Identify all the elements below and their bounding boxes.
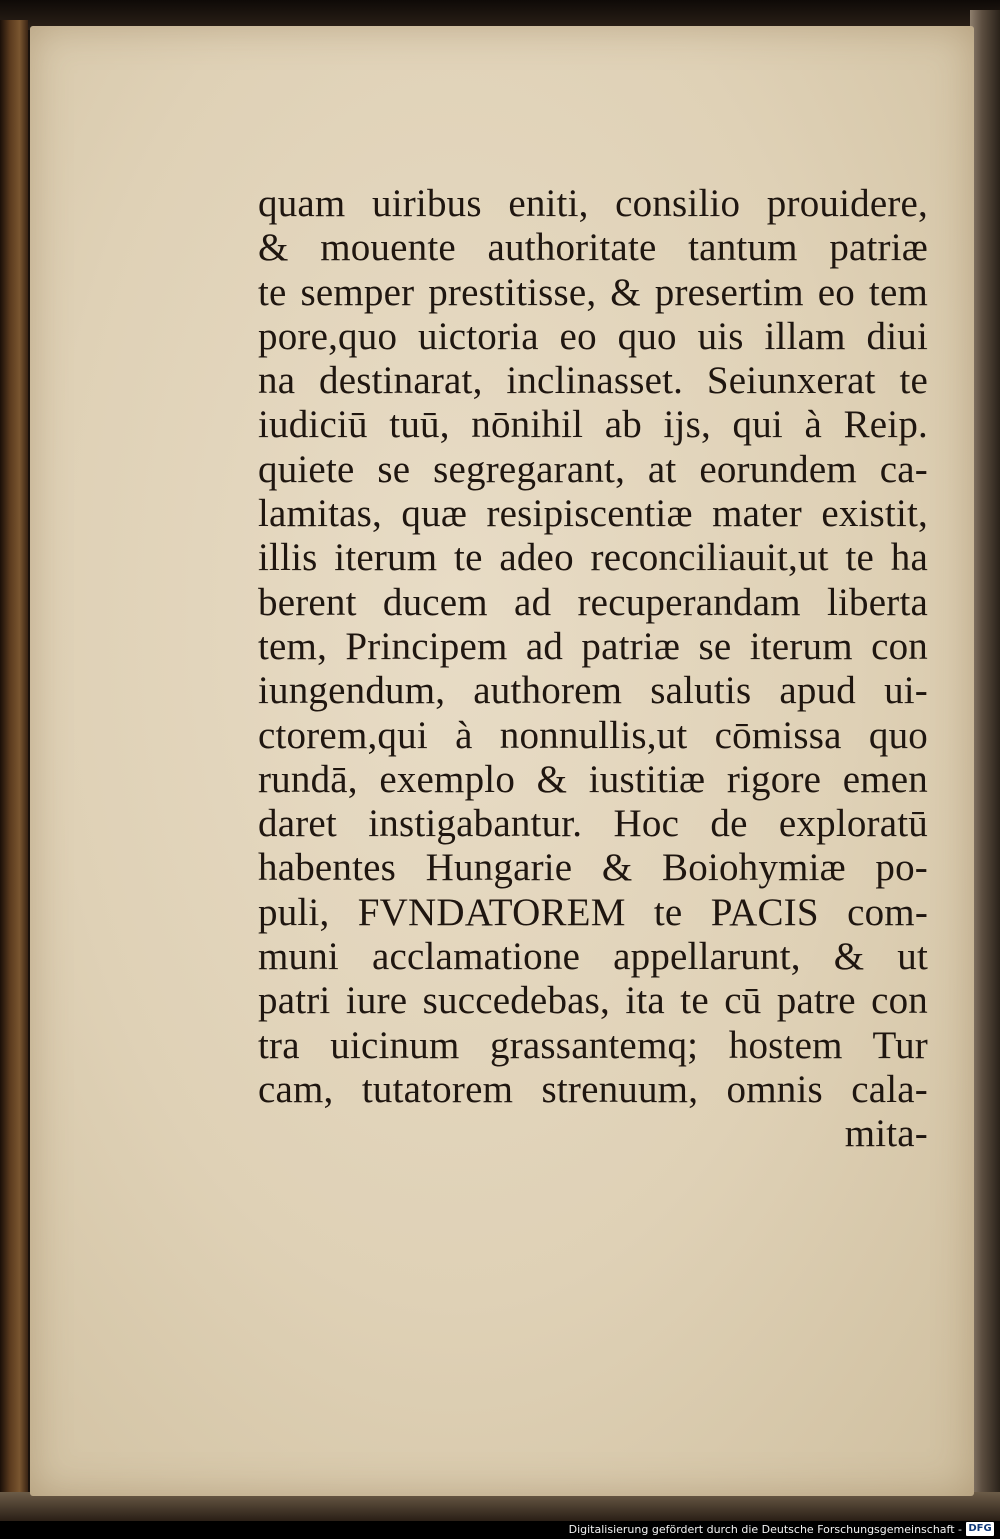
text-line: illis iterum te adeo reconciliauit,ut te ha [258,536,928,580]
text-line: ctorem,qui à nonnullis,ut cōmissa quo [258,713,928,757]
text-line: patri iure succedebas, ita te cū patre con [258,979,928,1023]
text-line: iudiciū tuū, nōnihil ab ijs, qui à Reip. [258,403,928,447]
text-line: berent ducem ad recuperandam liberta [258,580,928,624]
text-line: tra uicinum grassantemq; hostem Tur [258,1023,928,1067]
text-line: quiete se segregarant, at eorundem ca- [258,447,928,491]
catchword: mita- [844,1112,928,1156]
book-binding-edge [0,20,28,1510]
dfg-logo-icon: DFG [966,1522,994,1536]
text-line: cam, tutatorem strenuum, omnis cala- [258,1067,928,1111]
text-line: lamitas, quæ resipiscentiæ mater existit, [258,492,928,536]
text-line: iungendum, authorem salutis apud ui- [258,669,928,713]
text-line: habentes Hungarie & Boiohymiæ po- [258,846,928,890]
text-line: tem, Principem ad patriæ se iterum con [258,624,928,668]
text-line: daret instigabantur. Hoc de exploratū [258,802,928,846]
text-line: te semper prestitisse, & presertim eo tem [258,270,928,314]
text-line: muni acclamatione appellarunt, & ut [258,935,928,979]
text-line: pore,quo uictoria eo quo uis illam diui [258,314,928,358]
body-text [258,182,938,1157]
text-line: & mouente authoritate tantum patriæ [258,226,928,270]
text-line: rundā, exemplo & iustitiæ rigore emen [258,757,928,801]
text-line: puli, FVNDATOREM te PACIS com- [258,890,928,934]
footer-credit: Digitalisierung gefördert durch die Deutsche Forschungsgemeinschaft - [568,1523,962,1536]
book-fore-edge [970,10,1000,1515]
text-line: na destinarat, inclinasset. Seiunxerat te [258,359,928,403]
text-line: quam uiribus eniti, consilio prouidere, [258,182,928,225]
book-bottom-edge [0,1492,1000,1521]
